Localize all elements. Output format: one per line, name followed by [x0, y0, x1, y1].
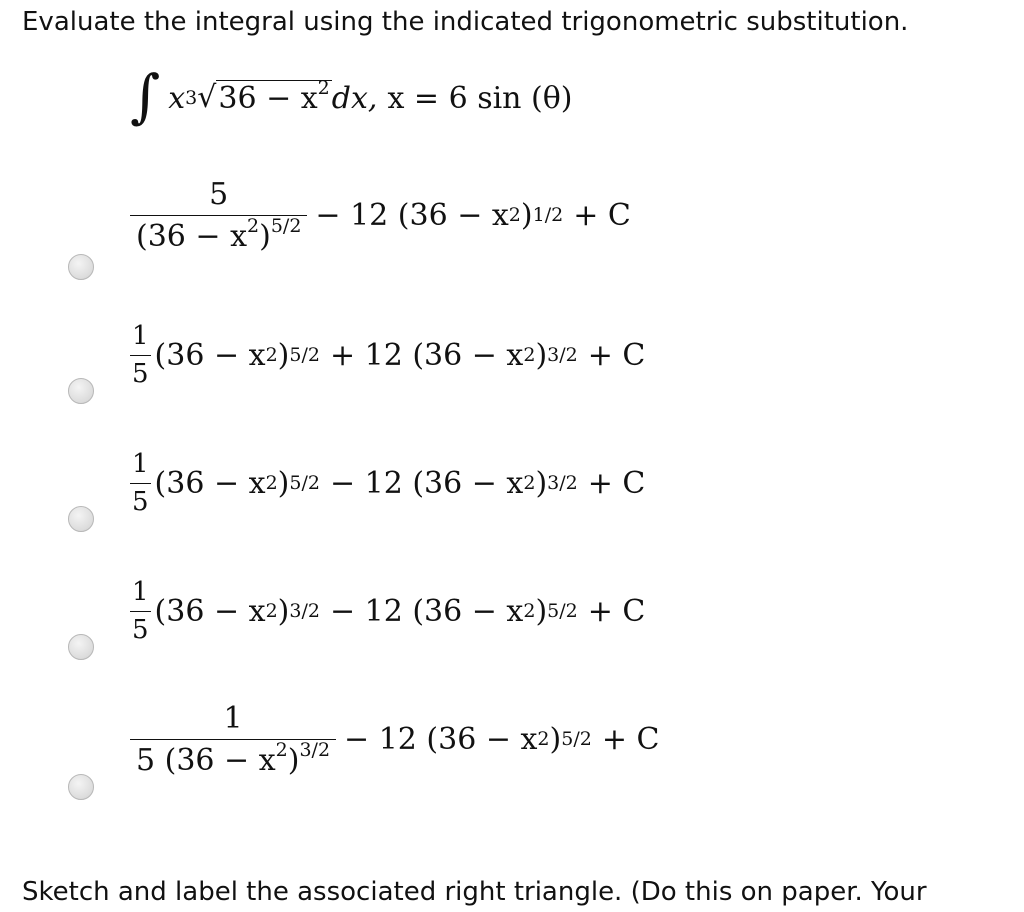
- option-2-term1: (36 − x: [154, 337, 266, 373]
- option-4-coef-den: 5: [130, 611, 151, 645]
- integral-sign: ∫: [130, 62, 161, 130]
- option-1-den-exp: 2: [247, 214, 260, 237]
- option-5-term2: − 12 (36 − x: [344, 721, 538, 757]
- option-1-expression: $\frac{5}{(36 - x^2)^{5/2}}$ − 12 (36 − x 2 ) 1/2 + C: [130, 170, 631, 260]
- option-5-constant: + C: [601, 721, 660, 757]
- option-2-coef-num: 1: [132, 320, 149, 351]
- option-3-coef-num: 1: [132, 448, 149, 479]
- option-2-constant: + C: [587, 337, 646, 373]
- radio-button-option-1[interactable]: [68, 254, 94, 280]
- option-5-term2-close: ): [549, 721, 562, 757]
- radio-button-option-5[interactable]: [68, 774, 94, 800]
- option-3-term2: − 12 (36 − x: [329, 465, 524, 501]
- radicand-text: 36 − x: [218, 81, 318, 116]
- option-5-den-power: 3/2: [299, 738, 331, 761]
- option-3-expression: $\frac{1}{5}$ (36 − x 2 ) 5/2 − 12 (36 − x 2 ) 3/2 + C: [132, 448, 646, 517]
- option-4-coefficient: [130, 578, 151, 644]
- integral-problem: ∫ x 3 √ $36 - x^2$ dx, x = 6 sin (θ): [130, 62, 573, 130]
- answer-option-5[interactable]: [68, 694, 968, 784]
- option-5-expression: $\frac{1}{5 (36 - x^2)^{3/2}}$ − 12 (36 − x 2 ) 5/2 + C: [130, 694, 659, 784]
- option-4-term2: − 12 (36 − x: [329, 593, 524, 629]
- option-5-denominator-text: 5 (36 − x: [136, 742, 276, 778]
- option-4-term1: (36 − x: [154, 593, 266, 629]
- option-1-den-close: ): [259, 218, 271, 254]
- option-5-den-close: ): [287, 742, 300, 778]
- option-4-constant: + C: [587, 593, 646, 629]
- option-4-expression: $\frac{1}{5}$ (36 − x 2 ) 3/2 − 12 (36 − x 2 ) 5/2 + C: [132, 576, 646, 645]
- substitution: x = 6 sin (θ): [387, 80, 573, 116]
- integrand-x: x: [168, 80, 186, 116]
- option-3-term1-close: ): [277, 465, 290, 501]
- option-1-fraction: [130, 178, 307, 253]
- option-3-constant: + C: [587, 465, 646, 501]
- option-3-coef-den: 5: [130, 483, 151, 517]
- option-4-term2-close: ): [535, 593, 548, 629]
- option-1-numerator: 5: [209, 176, 229, 212]
- radio-button-option-4[interactable]: [68, 634, 94, 660]
- option-5-denominator: [130, 739, 336, 777]
- option-2-expression: $\frac{1}{5}$ (36 − x 2 ) 5/2 + 12 (36 − x 2 ) 3/2 + C: [132, 320, 646, 389]
- option-5-numerator: 1: [223, 700, 243, 736]
- radio-button-option-3[interactable]: [68, 506, 94, 532]
- option-1-constant: + C: [573, 197, 631, 233]
- question-prompt: Evaluate the integral using the indicated trigonometric substitution.: [22, 7, 909, 37]
- option-3-term1: (36 − x: [154, 465, 266, 501]
- option-4-coef-num: 1: [132, 576, 149, 607]
- differential: dx,: [331, 80, 378, 116]
- option-2-coef-den: 5: [130, 355, 151, 389]
- option-2-term2: + 12 (36 − x: [329, 337, 524, 373]
- option-2-term1-close: ): [277, 337, 290, 373]
- square-root: √ $36 - x^2$: [197, 77, 330, 116]
- option-1-denominator: [130, 215, 307, 253]
- option-1-den-power: 5/2: [270, 214, 302, 237]
- radicand-exponent: 2: [317, 77, 330, 99]
- option-3-coefficient: [130, 450, 151, 516]
- answer-option-4[interactable]: [68, 566, 968, 656]
- radicand: [216, 77, 331, 116]
- option-2-term2-close: ): [535, 337, 548, 373]
- radio-button-option-2[interactable]: [68, 378, 94, 404]
- option-1-denominator-text: (36 − x: [136, 218, 248, 254]
- option-1-term2-close: ): [520, 197, 533, 233]
- option-1-term2: − 12 (36 − x: [315, 197, 509, 233]
- option-5-den-exp: 2: [275, 738, 288, 761]
- option-5-fraction: [130, 702, 336, 777]
- option-2-coefficient: [130, 322, 151, 388]
- answer-option-3[interactable]: [68, 438, 968, 528]
- option-4-term1-close: ): [277, 593, 290, 629]
- option-3-term2-close: ): [535, 465, 548, 501]
- follow-up-prompt: Sketch and label the associated right triangle. (Do this on paper. Your: [22, 877, 927, 907]
- answer-option-2[interactable]: [68, 310, 968, 400]
- answer-option-1[interactable]: [68, 170, 968, 260]
